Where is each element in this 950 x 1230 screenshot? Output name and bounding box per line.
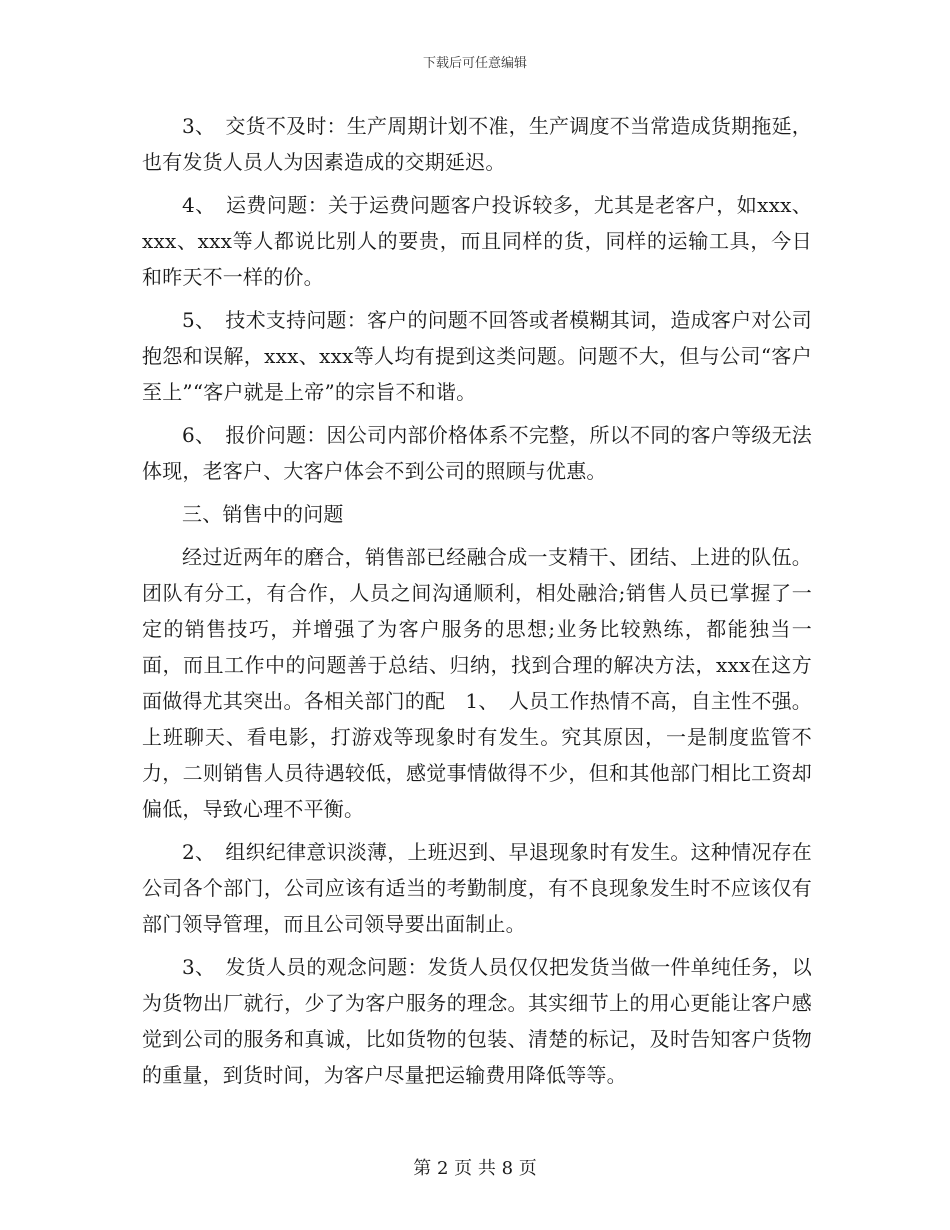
paragraph-sales-team: 经过近两年的磨合，销售部已经融合成一支精干、团结、上进的队伍。团队有分工，有合作，人员之间沟通顺利，相处融洽;销售人员已掌握了一定的销售技巧，并增强了为客户服务的思想;业务比较熟练，都能独当一面，而且工作中的问题善于总结、归纳，找到合理的解决方法，xxx在这方面做得尤其突出。各相关部门的配 1、 人员工作热情不高，自主性不强。上班聊天、看电影，打游戏等现象时有发生。究其原因，一是制度监管不力，二则销售人员待遇较低，感觉事情做得不少，但和其他部门相比工资却偏低，导致心理不平衡。: [142, 545, 812, 821]
paragraph-freight-issue: 4、 运费问题：关于运费问题客户投诉较多，尤其是老客户，如xxx、xxx、xxx等人都说比别人的要贵，而且同样的货，同样的运输工具，今日和昨天不一样的价。: [142, 193, 812, 289]
document-body: [142, 108, 812, 1100]
page-number: 第 2 页 共 8 页: [413, 1158, 537, 1179]
paragraph-tech-support: 5、 技术支持问题：客户的问题不回答或者模糊其词，造成客户对公司抱怨和误解，xxx、xxx等人均有提到这类问题。问题不大，但与公司“客户至上”“客户就是上帝”的宗旨不和谐。: [142, 308, 812, 404]
paragraph-delivery-delay: 3、 交货不及时：生产周期计划不准，生产调度不当常造成货期拖延，也有发货人员人为因素造成的交期延迟。: [142, 114, 812, 174]
header-note: 下载后可任意编辑: [422, 56, 527, 71]
paragraph-shipping-staff: 3、 发货人员的观念问题：发货人员仅仅把发货当做一件单纯任务，以为货物出厂就行，少了为客户服务的理念。其实细节上的用心更能让客户感觉到公司的服务和真诚，比如货物的包装、清楚的标记，及时告知客户货物的重量，到货时间，为客户尽量把运输费用降低等等。: [142, 955, 812, 1087]
section-heading-sales-issues: 三、销售中的问题: [182, 502, 344, 526]
paragraph-discipline: 2、 组织纪律意识淡薄，上班迟到、早退现象时有发生。这种情况存在公司各个部门，公司应该有适当的考勤制度，有不良现象发生时不应该仅有部门领导管理，而且公司领导要出面制止。: [142, 840, 812, 936]
paragraph-quotation: 6、 报价问题：因公司内部价格体系不完整，所以不同的客户等级无法体现，老客户、大客户体会不到公司的照顾与优惠。: [142, 423, 812, 483]
